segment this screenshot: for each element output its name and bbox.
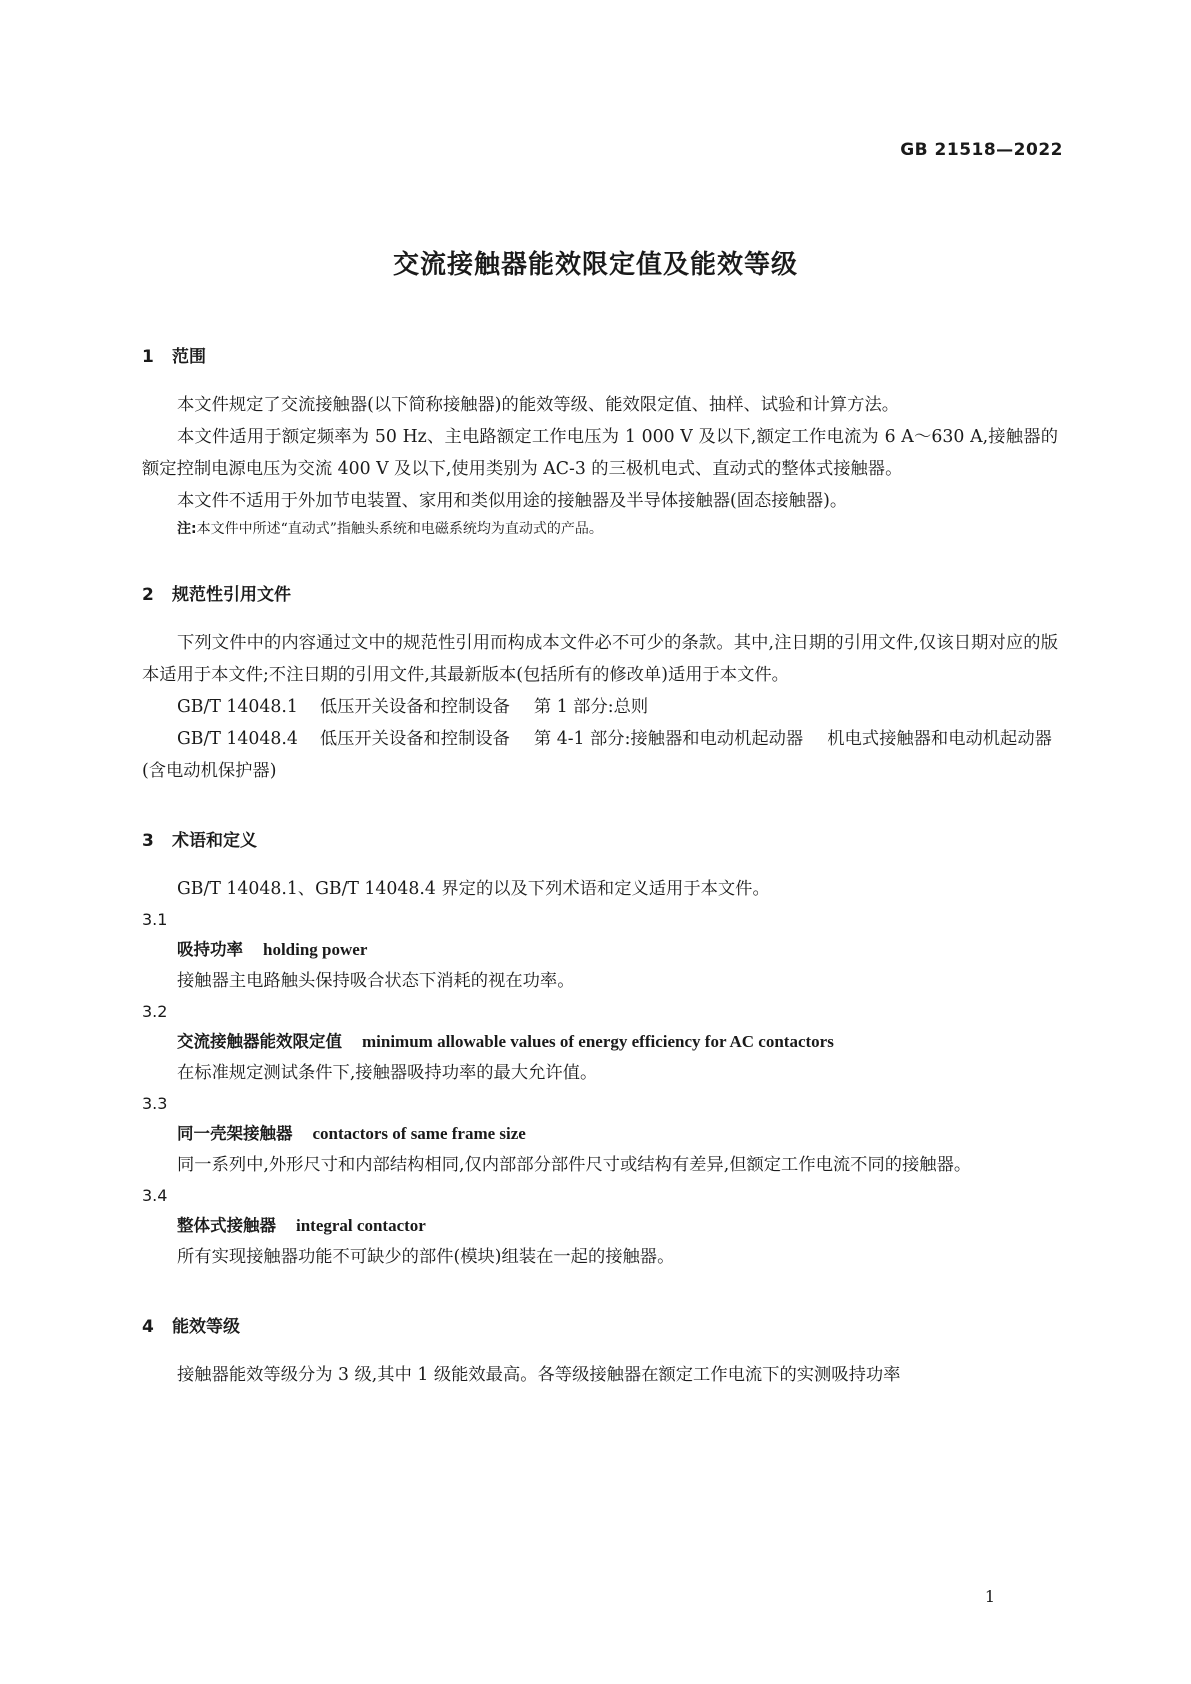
term-definition: 接触器主电路触头保持吸合状态下消耗的视在功率。 — [177, 971, 575, 991]
reference-part: 第 4-1 部分:接触器和电动机起动器 — [533, 729, 804, 749]
note-label: 注: — [177, 521, 197, 537]
standard-code: GB 21518—2022 — [900, 140, 1063, 160]
section-4-heading — [142, 1315, 1058, 1339]
term-heading — [142, 1211, 1058, 1241]
section-1-para-3: 本文件不适用于外加节电装置、家用和类似用途的接触器及半导体接触器(固态接触器)。 — [177, 491, 848, 511]
section-4-para-1: 接触器能效等级分为 3 级,其中 1 级能效最高。各等级接触器在额定工作电流下的实测吸持功率 — [177, 1365, 901, 1385]
reference-code: GB/T 14048.4 — [177, 729, 298, 749]
reference-title: 低压开关设备和控制设备 — [319, 697, 510, 717]
term-number: 3.2 — [142, 1002, 168, 1021]
term-definition: 同一系列中,外形尺寸和内部结构相同,仅内部部分部件尺寸或结构有差异,但额定工作电流不同的接触器。 — [177, 1155, 972, 1175]
term-zh: 交流接触器能效限定值 — [177, 1032, 342, 1051]
section-3-para-1: GB/T 14048.1、GB/T 14048.4 界定的以及下列术语和定义适用于本文件。 — [177, 879, 770, 899]
section-1-number: 1 — [142, 347, 154, 367]
term-en: integral contactor — [296, 1216, 426, 1235]
term-entry — [142, 1181, 1058, 1273]
normative-reference — [142, 723, 1058, 787]
term-number: 3.1 — [142, 910, 168, 929]
term-zh: 整体式接触器 — [177, 1216, 276, 1235]
term-entry — [142, 997, 1058, 1089]
term-heading — [142, 1119, 1058, 1149]
section-1-title: 范围 — [172, 347, 206, 367]
term-heading — [142, 935, 1058, 965]
term-zh: 同一壳架接触器 — [177, 1124, 293, 1143]
page-number: 1 — [984, 1587, 995, 1606]
section-2-title: 规范性引用文件 — [172, 585, 291, 605]
section-3-number: 3 — [142, 831, 154, 851]
term-number: 3.4 — [142, 1186, 168, 1205]
section-3-heading — [142, 829, 1058, 853]
section-1-para-2: 本文件适用于额定频率为 50 Hz、主电路额定工作电压为 1 000 V 及以下,额定工作电流为 6 A～630 A,接触器的额定控制电源电压为交流 400 V 及以下,使用类别为 AC-3 的三极机电式、直动式的整体式接触器。 — [142, 427, 1058, 479]
section-1-para-1: 本文件规定了交流接触器(以下简称接触器)的能效等级、能效限定值、抽样、试验和计算方法。 — [177, 395, 900, 415]
term-entry — [142, 1089, 1058, 1181]
note-text: 本文件中所述“直动式”指触头系统和电磁系统均为直动式的产品。 — [196, 521, 603, 537]
reference-title: 低压开关设备和控制设备 — [319, 729, 510, 749]
reference-subtitle: 机电式接触器和电动机起动器(含电动机保护器) — [142, 729, 1052, 781]
term-definition: 所有实现接触器功能不可缺少的部件(模块)组装在一起的接触器。 — [177, 1247, 675, 1267]
document-title: 交流接触器能效限定值及能效等级 — [392, 250, 798, 280]
term-number: 3.3 — [142, 1094, 168, 1113]
section-2-number: 2 — [142, 585, 154, 605]
term-definition: 在标准规定测试条件下,接触器吸持功率的最大允许值。 — [177, 1063, 598, 1083]
section-2-para-1: 下列文件中的内容通过文中的规范性引用而构成本文件必不可少的条款。其中,注日期的引用文件,仅该日期对应的版本适用于本文件;不注日期的引用文件,其最新版本(包括所有的修改单)适用于本文件。 — [142, 633, 1058, 685]
section-2-heading — [142, 583, 1058, 607]
term-en: minimum allowable values of energy efficiency for AC contactors — [362, 1032, 834, 1051]
section-4-title: 能效等级 — [172, 1317, 240, 1337]
section-3-title: 术语和定义 — [172, 831, 257, 851]
section-1-note — [142, 517, 1058, 541]
term-zh: 吸持功率 — [177, 940, 243, 959]
term-en: contactors of same frame size — [312, 1124, 526, 1143]
term-heading — [142, 1027, 1058, 1057]
reference-part: 第 1 部分:总则 — [533, 697, 649, 717]
section-4-number: 4 — [142, 1317, 154, 1337]
section-1-heading — [142, 345, 1058, 369]
term-entry — [142, 905, 1058, 997]
term-en: holding power — [263, 940, 368, 959]
normative-reference — [142, 691, 1058, 723]
document-body — [142, 345, 1058, 1391]
reference-code: GB/T 14048.1 — [177, 697, 298, 717]
